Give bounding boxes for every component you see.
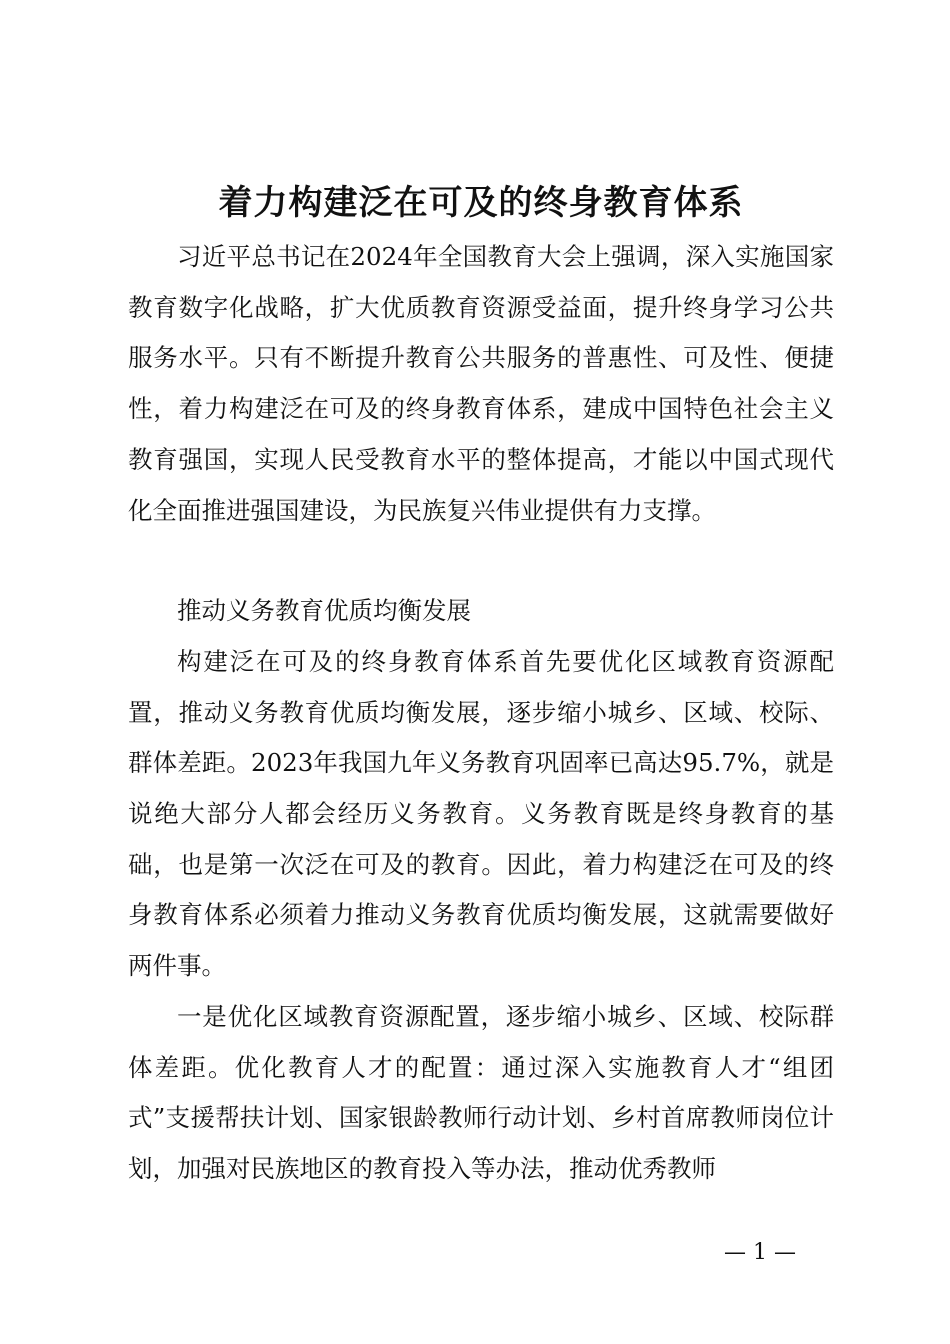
intro-paragraph: 习近平总书记在2024年全国教育大会上强调，深入实施国家教育数字化战略，扩大优质教育资源受益面，提升终身学习公共服务水平。只有不断提升教育公共服务的普惠性、可及性、便捷性，着力构建泛在可及的终身教育体系，建成中国特色社会主义教育强国，实现人民受教育水平的整体提高，才能以中国式现代化全面推进强国建设，为民族复兴伟业提供有力支撑。 [128, 242, 834, 525]
document-title: 着力构建泛在可及的终身教育体系 [218, 183, 744, 223]
document-body [128, 232, 834, 1195]
section-heading: 推动义务教育优质均衡发展 [177, 596, 471, 626]
body-paragraph: 一是优化区域教育资源配置，逐步缩小城乡、区域、校际群体差距。优化教育人才的配置：通过深入实施教育人才“组团式”支援帮扶计划、国家银龄教师行动计划、乡村首席教师岗位计划，加强对民族地区的教育投入等办法，推动优秀教师 [128, 1001, 834, 1183]
page-number: — 1 — [724, 1240, 796, 1265]
body-paragraph: 构建泛在可及的终身教育体系首先要优化区域教育资源配置，推动义务教育优质均衡发展，逐步缩小城乡、区域、校际、群体差距。2023年我国九年义务教育巩固率已高达95.7%，就是说绝大部分人都会经历义务教育。义务教育既是终身教育的基础，也是第一次泛在可及的教育。因此，着力构建泛在可及的终身教育体系必须着力推动义务教育优质均衡发展，这就需要做好两件事。 [128, 646, 834, 981]
